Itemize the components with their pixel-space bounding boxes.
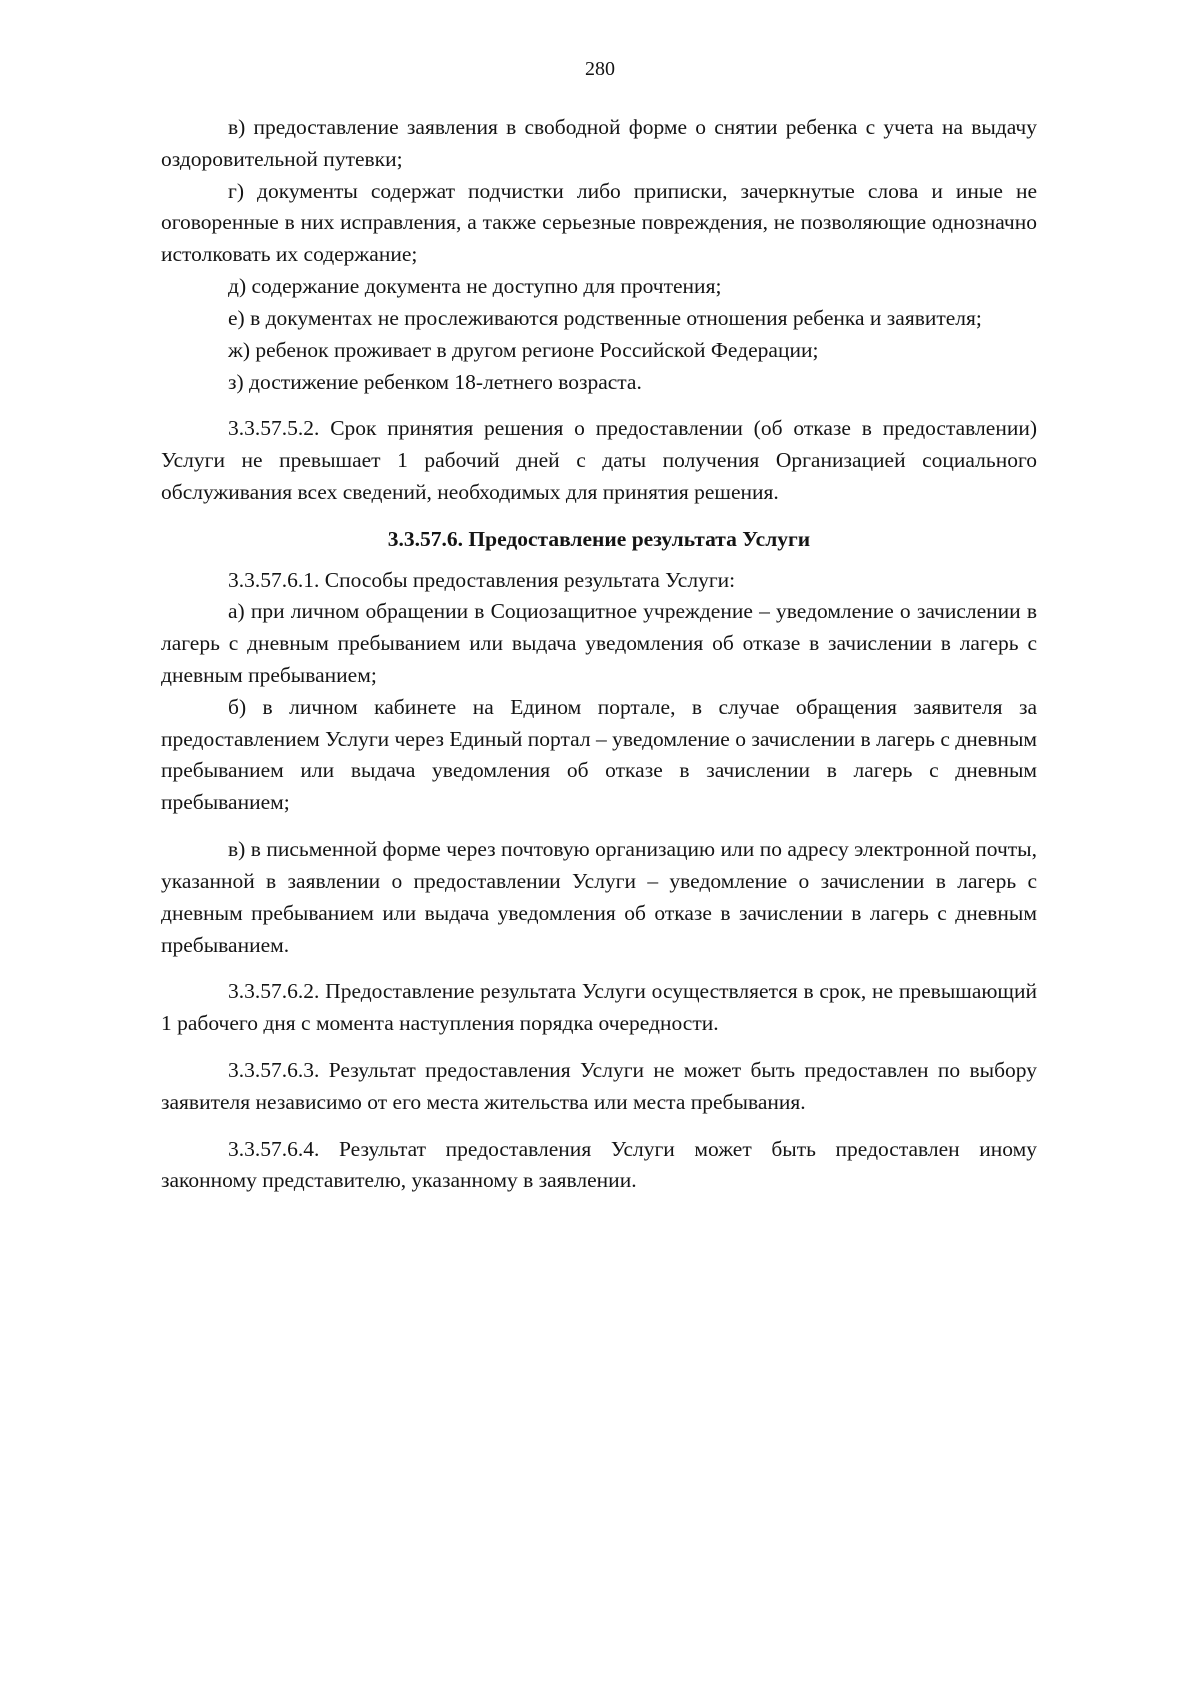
document-body	[161, 112, 1037, 1197]
section-heading-3-3-57-6: 3.3.57.6. Предоставление результата Услуги	[387, 526, 811, 551]
list-item-v-2: в) в письменной форме через почтовую организацию или по адресу электронной почты, указанной в заявлении о предоставлении Услуги – уведомление о зачислении в лагерь с дневным пребыванием или выдача уведомления об отказе в зачислении в лагерь с дневным пребыванием.	[161, 837, 1037, 957]
list-item-v: в) предоставление заявления в свободной форме о снятии ребенка с учета на выдачу оздоровительной путевки;	[161, 115, 1037, 171]
list-item-a: а) при личном обращении в Социозащитное учреждение – уведомление о зачислении в лагерь с дневным пребыванием или выдача уведомления об отказе в зачислении в лагерь с дневным пребыванием;	[161, 599, 1037, 687]
page-number: 280	[585, 58, 615, 80]
list-item-g: г) документы содержат подчистки либо приписки, зачеркнутые слова и иные не оговоренные в них исправления, а также серьезные повреждения, не позволяющие однозначно истолковать их содержание;	[161, 178, 1037, 267]
list-item-e: е) в документах не прослеживаются родственные отношения ребенка и заявителя;	[228, 305, 982, 330]
list-item-zh: ж) ребенок проживает в другом регионе Российской Федерации;	[228, 337, 819, 362]
section-3-3-57-6-3: 3.3.57.6.3. Результат предоставления Услуги не может быть предоставлен по выбору заявителя независимо от его места жительства или места пребывания.	[161, 1057, 1037, 1114]
list-item-b: б) в личном кабинете на Едином портале, в случае обращения заявителя за предоставлением Услуги через Единый портал – уведомление о зачислении в лагерь с дневным пребыванием или выдача уведомления об отказе в зачислении в лагерь с дневным пребыванием;	[161, 694, 1037, 815]
list-item-z: з) достижение ребенком 18-летнего возраста.	[228, 369, 642, 394]
section-3-3-57-6-4: 3.3.57.6.4. Результат предоставления Услуги может быть предоставлен иному законному представителю, указанному в заявлении.	[161, 1136, 1037, 1193]
list-item-d: д) содержание документа не доступно для прочтения;	[228, 274, 722, 299]
section-3-3-57-6-1: 3.3.57.6.1. Способы предоставления результата Услуги:	[228, 567, 736, 592]
section-3-3-57-5-2: 3.3.57.5.2. Срок принятия решения о предоставлении (об отказе в предоставлении) Услуги не превышает 1 рабочий дней с даты получения Организацией социального обслуживания всех сведений, необходимых для принятия решения.	[161, 416, 1037, 504]
section-3-3-57-6-2: 3.3.57.6.2. Предоставление результата Услуги осуществляется в срок, не превышающий 1 рабочего дня с момента наступления порядка очередности.	[161, 979, 1037, 1036]
